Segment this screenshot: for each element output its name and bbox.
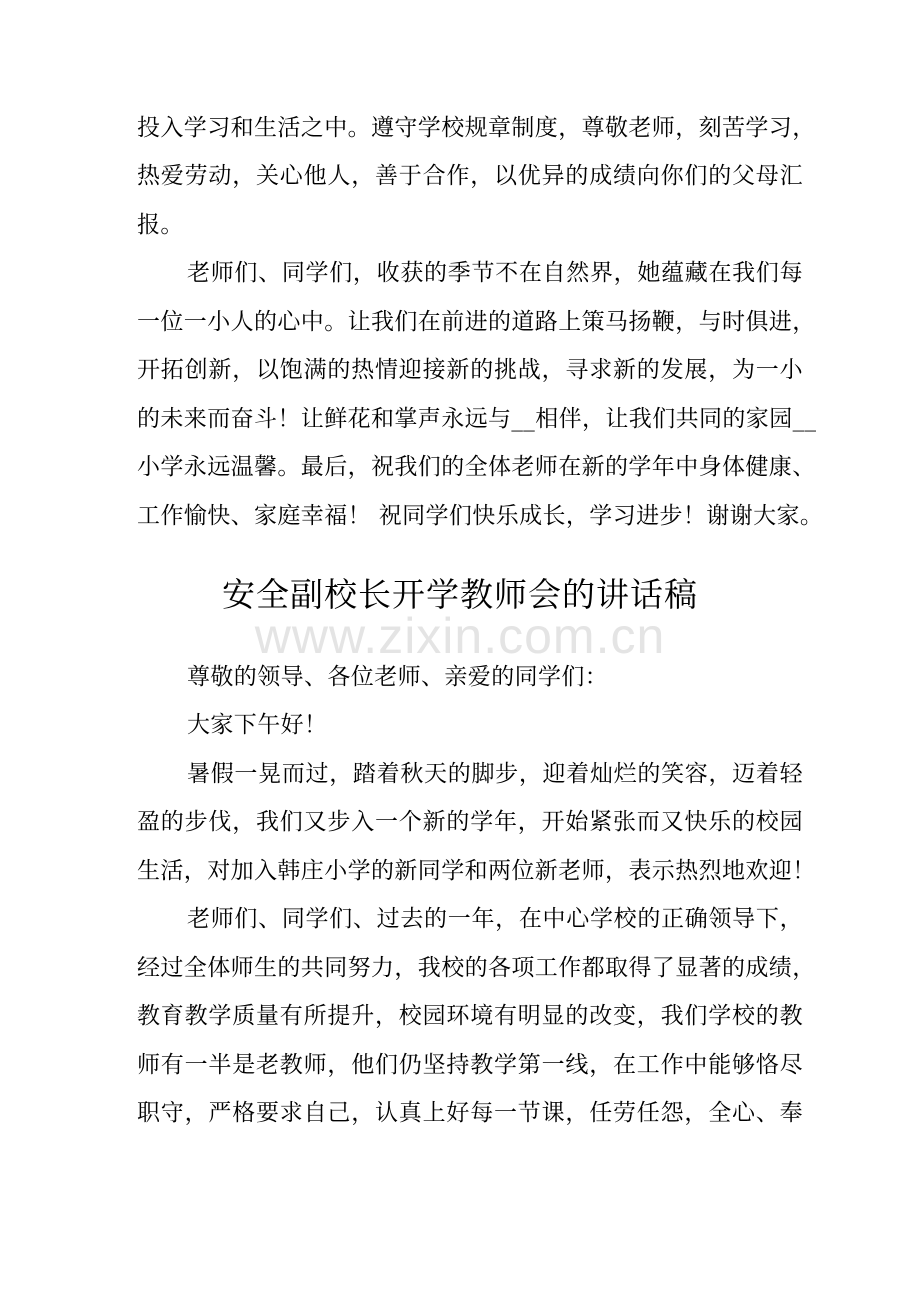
paragraph-line: 生活，对加入韩庄小学的新同学和两位新老师，表示热烈地欢迎！	[137, 858, 816, 884]
paragraph-line: 报。	[137, 212, 184, 238]
paragraph-line: 热爱劳动，关心他人，善于合作，以优异的成绩向你们的父母汇	[137, 163, 803, 189]
paragraph-line: 老师们、同学们，收获的季节不在自然界，她蕴藏在我们每	[187, 260, 803, 286]
paragraph-line: 一位一小人的心中。让我们在前进的道路上策马扬鞭，与时俱进，	[137, 309, 816, 335]
paragraph-line: 工作愉快、家庭幸福！ 祝同学们快乐成长，学习进步！谢谢大家。	[137, 503, 824, 529]
paragraph-line: 小学永远温馨。最后，祝我们的全体老师在新的学年中身体健康、	[137, 454, 816, 480]
paragraph-line: 职守，严格要求自己，认真上好每一节课，任劳任怨，全心、奉	[137, 1100, 803, 1126]
greeting-line: 大家下午好！	[187, 712, 328, 738]
salutation-line: 尊敬的领导、各位老师、亲爱的同学们：	[187, 664, 609, 690]
page-title: 安全副校长开学教师会的讲话稿	[222, 575, 698, 614]
paragraph-line: 暑假一晃而过，踏着秋天的脚步，迎着灿烂的笑容，迈着轻	[187, 761, 803, 787]
paragraph-line: 经过全体师生的共同努力，我校的各项工作都取得了显著的成绩，	[137, 955, 816, 981]
paragraph-line: 盈的步伐，我们又步入一个新的学年，开始紧张而又快乐的校园	[137, 809, 803, 835]
paragraph-line: 老师们、同学们、过去的一年，在中心学校的正确领导下，	[187, 906, 803, 932]
paragraph-line: 开拓创新，以饱满的热情迎接新的挑战，寻求新的发展，为一小	[137, 357, 803, 383]
paragraph-line: 投入学习和生活之中。遵守学校规章制度，尊敬老师，刻苦学习，	[137, 115, 816, 141]
watermark: www.zixin.com.cn	[254, 608, 666, 664]
paragraph-line: 教育教学质量有所提升，校园环境有明显的改变，我们学校的教	[137, 1003, 803, 1029]
paragraph-line: 师有一半是老教师，他们仍坚持教学第一线，在工作中能够恪尽	[137, 1052, 803, 1078]
paragraph-line: 的未来而奋斗！让鲜花和掌声永远与__相伴，让我们共同的家园__	[137, 406, 817, 432]
